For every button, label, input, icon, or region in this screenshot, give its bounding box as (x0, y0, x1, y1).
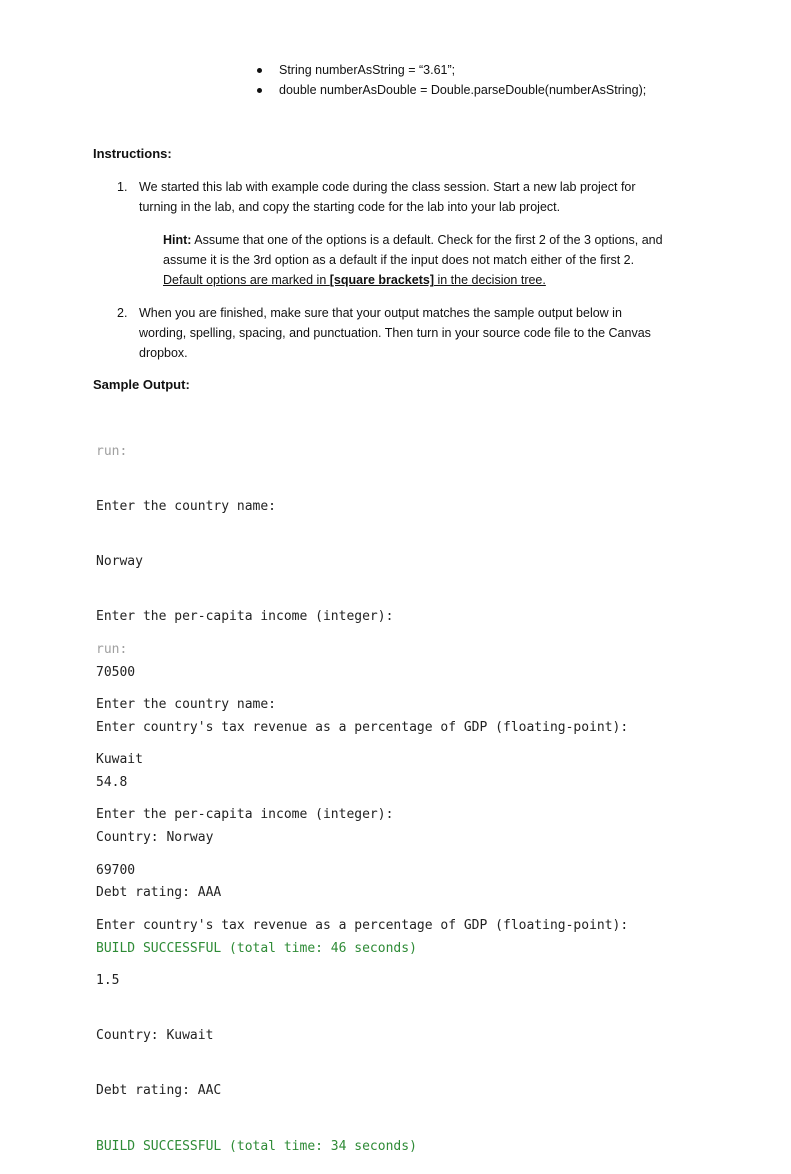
bullet-text: String numberAsString = “3.61”; (279, 63, 456, 77)
step-line: wording, spelling, spacing, and punctuation. Then turn in your source code file to the Canvas (139, 326, 651, 340)
run-label: run: (96, 641, 128, 657)
output-line: 54.8 (96, 775, 128, 791)
step-text (139, 177, 669, 217)
step-number: 2. (117, 306, 128, 320)
sample-output-heading: Sample Output: (93, 377, 190, 392)
bullet-item (257, 60, 646, 80)
build-status: BUILD SUCCESSFUL (total time: 34 seconds) (96, 1138, 417, 1154)
output-line: Enter the country name: (96, 697, 277, 713)
step-text (139, 303, 687, 363)
sample-output-run-2 (96, 604, 628, 1174)
hint-line: assume it is the 3rd option as a default if the input does not match either of the first 2. (163, 253, 635, 267)
step-line: We started this lab with example code during the class session. Start a new lab project for (139, 180, 636, 194)
run-label: run: (96, 443, 128, 459)
build-status: BUILD SUCCESSFUL (total time: 46 seconds) (96, 940, 417, 956)
output-line: 70500 (96, 664, 136, 680)
output-line: Debt rating: AAC (96, 1083, 222, 1099)
output-line: Enter the per-capita income (integer): (96, 807, 394, 823)
output-line: 1.5 (96, 973, 120, 989)
bullet-dot-icon (257, 88, 262, 93)
step-line: turning in the lab, and copy the starting code for the lab into your lab project. (139, 200, 561, 214)
instruction-step-1 (117, 177, 677, 217)
output-line: Debt rating: AAA (96, 885, 222, 901)
hint-line (163, 230, 703, 250)
output-line: Enter country's tax revenue as a percentage of GDP (floating-point): (96, 917, 629, 933)
hint-text: Default options are marked in (163, 273, 330, 287)
output-line: Enter country's tax revenue as a percentage of GDP (floating-point): (96, 719, 629, 735)
hint-line (163, 270, 703, 290)
bullet-text: double numberAsDouble = Double.parseDouble(numberAsString); (279, 83, 647, 97)
step-line: When you are finished, make sure that your output matches the sample output below in (139, 306, 622, 320)
hint-text: in the decision tree. (433, 273, 546, 287)
output-line: 69700 (96, 862, 136, 878)
output-line: Norway (96, 554, 143, 570)
hint-block (163, 230, 703, 290)
instruction-step-2 (117, 303, 687, 363)
output-line: Country: Norway (96, 830, 214, 846)
output-line: Enter the per-capita income (integer): (96, 609, 394, 625)
code-bullet-list (257, 60, 646, 100)
bullet-item (257, 80, 646, 100)
step-number: 1. (117, 180, 128, 194)
hint-emphasis: [square brackets] (329, 273, 434, 287)
instructions-heading: Instructions: (93, 146, 172, 161)
output-line: Country: Kuwait (96, 1028, 214, 1044)
bullet-dot-icon (257, 68, 262, 73)
hint-label: Hint: (163, 233, 192, 247)
output-line: Enter the country name: (96, 499, 277, 515)
output-line: Kuwait (96, 752, 143, 768)
hint-text: Assume that one of the options is a default. Check for the first 2 of the 3 options, and (191, 233, 663, 247)
step-line: dropbox. (139, 346, 188, 360)
